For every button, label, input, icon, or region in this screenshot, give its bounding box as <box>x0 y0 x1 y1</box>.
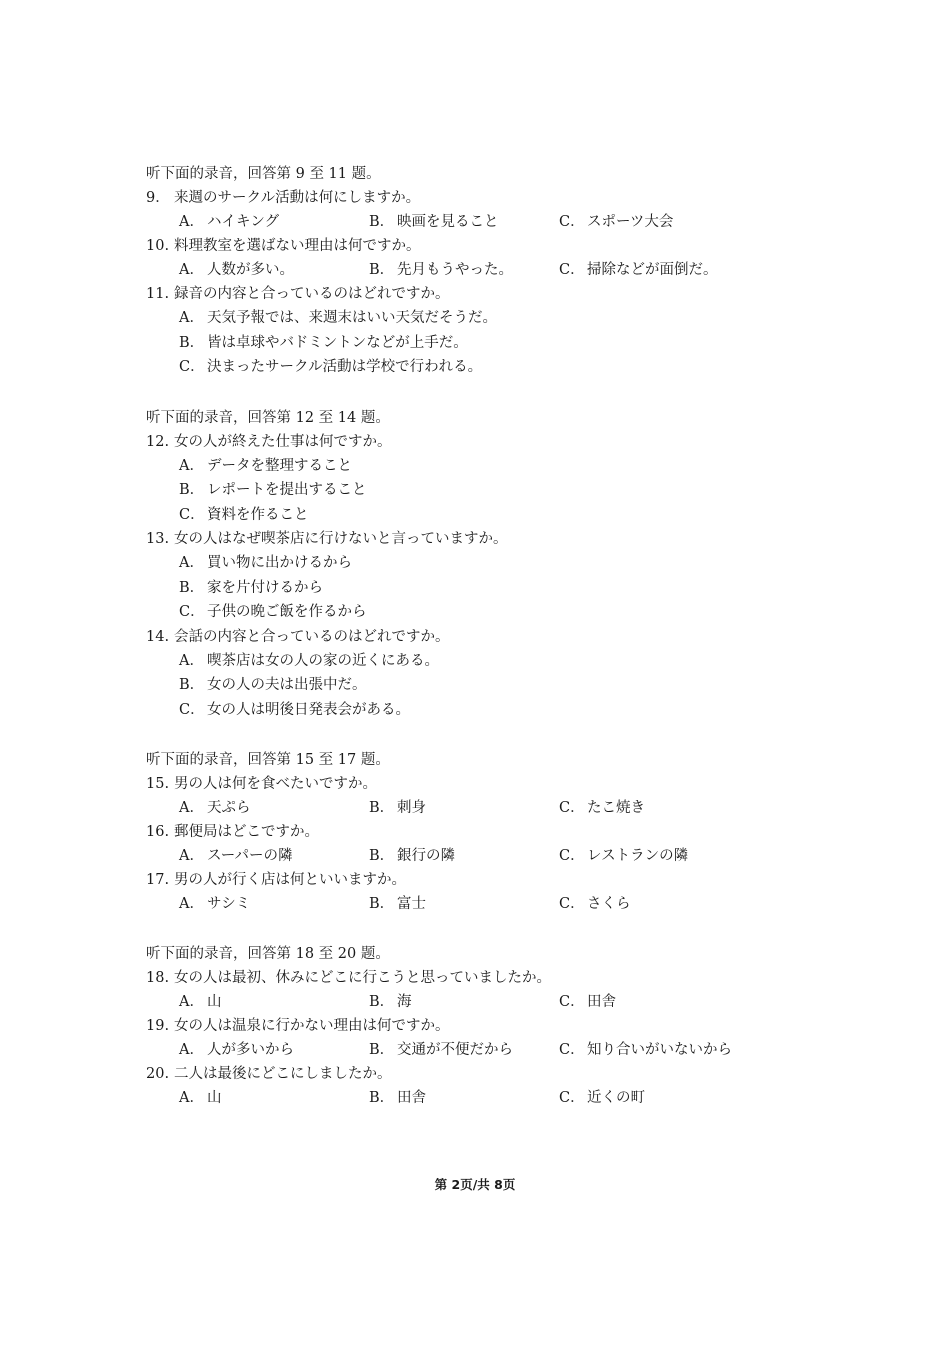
question-text: 郵便局はどこですか。 <box>174 824 319 840</box>
answer-option <box>369 990 559 1014</box>
option-letter: C． <box>559 800 585 816</box>
answer-option <box>179 796 369 820</box>
option-letter: C． <box>559 848 585 864</box>
question <box>146 282 866 306</box>
option-text: 映画を見ること <box>397 214 499 230</box>
option-text: さくら <box>587 896 631 912</box>
answer-options <box>146 1086 866 1110</box>
answer-options <box>146 892 866 916</box>
page-number: 第 2页/共 8页 <box>434 1177 516 1192</box>
option-letter: B． <box>179 677 205 693</box>
question <box>146 527 866 551</box>
question <box>146 430 866 454</box>
option-letter: C． <box>179 604 205 620</box>
answer-options <box>146 258 866 282</box>
option-text: 近くの町 <box>587 1090 645 1106</box>
answer-option <box>369 258 559 282</box>
option-letter: A． <box>179 310 204 326</box>
option-text: たこ焼き <box>587 800 645 816</box>
question <box>146 868 866 892</box>
answer-option <box>179 551 866 576</box>
option-text: 富士 <box>397 896 426 912</box>
question-text: 料理教室を選ばない理由は何ですか。 <box>174 238 421 254</box>
answer-option <box>179 892 369 916</box>
question-section <box>146 162 866 380</box>
question <box>146 625 866 649</box>
answer-options <box>146 210 866 234</box>
question-text: 女の人は最初、休みにどこに行こうと思っていましたか。 <box>174 970 551 986</box>
question-number: 16. <box>146 824 170 840</box>
answer-options <box>146 990 866 1014</box>
option-text: 人数が多い。 <box>207 262 294 278</box>
option-text: 天ぷら <box>207 800 251 816</box>
option-letter: B． <box>369 1042 395 1058</box>
question-number: 17. <box>146 872 170 888</box>
answer-option <box>179 306 866 331</box>
option-letter: B． <box>179 334 205 351</box>
option-text: レストランの隣 <box>587 848 689 864</box>
option-letter: A． <box>179 800 204 816</box>
question-number: 12. <box>146 433 170 450</box>
answer-option <box>559 990 616 1014</box>
answer-option <box>369 210 559 234</box>
option-letter: A． <box>179 214 204 230</box>
option-letter: C． <box>179 506 205 523</box>
answer-option <box>559 892 631 916</box>
option-letter: C． <box>559 262 585 278</box>
option-letter: C． <box>559 1042 585 1058</box>
answer-options <box>146 454 866 528</box>
option-text: レポートを提出すること <box>207 482 367 498</box>
question-section <box>146 942 866 1110</box>
question-number: 11. <box>146 286 170 302</box>
option-letter: A． <box>179 652 204 669</box>
question-text: 録音の内容と合っているのはどれですか。 <box>174 286 450 302</box>
option-text: 決まったサークル活動は学校で行われる。 <box>207 359 483 375</box>
answer-option <box>179 355 866 380</box>
answer-options <box>146 844 866 868</box>
answer-option <box>559 1086 645 1110</box>
option-letter: B． <box>369 800 395 816</box>
question-text: 男の人が行く店は何といいますか。 <box>174 872 406 888</box>
question <box>146 234 866 258</box>
answer-options <box>146 306 866 380</box>
answer-option <box>179 210 369 234</box>
section-instruction: 听下面的录音，回答第 15 至 17 题。 <box>146 752 390 768</box>
answer-options <box>146 1038 866 1062</box>
option-text: 買い物に出かけるから <box>207 555 352 571</box>
option-text: サシミ <box>207 896 251 912</box>
answer-option <box>179 503 866 528</box>
option-text: 人が多いから <box>207 1042 294 1058</box>
option-text: 女の人の夫は出張中だ。 <box>207 677 367 693</box>
option-letter: A． <box>179 994 204 1010</box>
answer-option <box>179 844 369 868</box>
option-letter: C． <box>179 701 205 718</box>
option-letter: A． <box>179 1090 204 1106</box>
question-section <box>146 748 866 916</box>
answer-options <box>146 551 866 625</box>
option-text: 山 <box>207 1090 222 1106</box>
option-letter: A． <box>179 555 204 571</box>
answer-option <box>179 673 866 698</box>
question-text: 来週のサークル活動は何にしますか。 <box>174 190 421 206</box>
answer-option <box>559 796 645 820</box>
question-number: 19. <box>146 1018 170 1034</box>
listening-questions <box>146 162 866 1136</box>
option-letter: A． <box>179 1042 204 1058</box>
question-text: 女の人は温泉に行かない理由は何ですか。 <box>174 1018 450 1034</box>
answer-option <box>559 844 688 868</box>
option-letter: C． <box>559 994 585 1010</box>
option-text: スポーツ大会 <box>587 214 674 230</box>
option-letter: C． <box>559 1090 585 1106</box>
option-text: 子供の晩ご飯を作るから <box>207 604 367 620</box>
option-text: 田舎 <box>397 1090 426 1106</box>
option-letter: B． <box>179 579 205 596</box>
question <box>146 186 866 210</box>
answer-option <box>179 600 866 625</box>
question-text: 女の人が終えた仕事は何ですか。 <box>174 433 392 450</box>
answer-option <box>179 258 369 282</box>
answer-option <box>179 454 866 479</box>
option-text: 田舎 <box>587 994 616 1010</box>
answer-option <box>369 844 559 868</box>
question <box>146 772 866 796</box>
question <box>146 966 866 990</box>
option-letter: A． <box>179 262 204 278</box>
option-letter: A． <box>179 848 204 864</box>
option-text: 交通が不便だから <box>397 1042 513 1058</box>
question-number: 20. <box>146 1066 170 1082</box>
answer-option <box>559 258 718 282</box>
answer-options <box>146 649 866 723</box>
question-number: 9． <box>146 190 170 206</box>
question-section <box>146 406 866 723</box>
option-text: 天気予報では、来週末はいい天気だそうだ。 <box>207 310 497 326</box>
question-text: 二人は最後にどこにしましたか。 <box>174 1066 392 1082</box>
option-letter: B． <box>369 214 395 230</box>
option-letter: B． <box>369 994 395 1010</box>
option-text: データを整理すること <box>207 457 352 474</box>
question-number: 10. <box>146 238 170 254</box>
question <box>146 1014 866 1038</box>
answer-option <box>559 210 673 234</box>
answer-option <box>369 1086 559 1110</box>
option-text: 喫茶店は女の人の家の近くにある。 <box>207 652 439 669</box>
option-text: 銀行の隣 <box>397 848 455 864</box>
section-instruction: 听下面的录音，回答第 9 至 11 题。 <box>146 166 381 182</box>
question-number: 18. <box>146 970 170 986</box>
option-text: ハイキング <box>207 214 280 230</box>
question-text: 会話の内容と合っているのはどれですか。 <box>174 628 450 645</box>
option-letter: B． <box>369 262 395 278</box>
answer-option <box>559 1038 732 1062</box>
question-number: 13. <box>146 531 170 547</box>
option-letter: B． <box>369 1090 395 1106</box>
question <box>146 1062 866 1086</box>
option-letter: A． <box>179 457 204 474</box>
option-letter: B． <box>369 848 395 864</box>
option-text: 刺身 <box>397 800 426 816</box>
option-text: 先月もうやった。 <box>397 262 513 278</box>
section-instruction: 听下面的录音，回答第 12 至 14 题。 <box>146 409 390 426</box>
answer-option <box>179 990 369 1014</box>
answer-option <box>179 649 866 674</box>
answer-option <box>179 1038 369 1062</box>
option-text: 知り合いがいないから <box>587 1042 732 1058</box>
option-text: 皆は卓球やバドミントンなどが上手だ。 <box>207 334 468 351</box>
option-text: 資料を作ること <box>207 506 309 523</box>
answer-option <box>369 1038 559 1062</box>
question <box>146 820 866 844</box>
option-text: 家を片付けるから <box>207 579 323 596</box>
section-instruction: 听下面的录音，回答第 18 至 20 题。 <box>146 946 390 962</box>
answer-option <box>179 331 866 356</box>
answer-option <box>179 478 866 503</box>
option-letter: C． <box>559 214 585 230</box>
answer-option <box>179 698 866 723</box>
question-text: 男の人は何を食べたいですか。 <box>174 776 377 792</box>
option-text: 女の人は明後日発表会がある。 <box>207 701 410 718</box>
option-letter: C． <box>559 896 585 912</box>
option-text: 海 <box>397 994 412 1010</box>
option-letter: B． <box>179 482 205 498</box>
option-text: スーパーの隣 <box>207 848 293 864</box>
answer-options <box>146 796 866 820</box>
option-text: 掃除などが面倒だ。 <box>587 262 718 278</box>
answer-option <box>369 796 559 820</box>
answer-option <box>179 576 866 601</box>
answer-option <box>369 892 559 916</box>
option-letter: B． <box>369 896 395 912</box>
option-text: 山 <box>207 994 222 1010</box>
question-text: 女の人はなぜ喫茶店に行けないと言っていますか。 <box>174 531 508 547</box>
option-letter: A． <box>179 896 204 912</box>
question-number: 14. <box>146 628 170 645</box>
option-letter: C． <box>179 359 205 375</box>
question-number: 15. <box>146 776 170 792</box>
answer-option <box>179 1086 369 1110</box>
